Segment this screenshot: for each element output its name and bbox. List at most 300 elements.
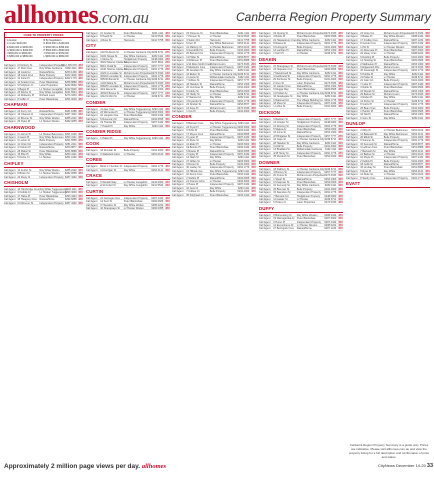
listing-row[interactable] [4,120,83,123]
suburb-heading: COREE [86,157,170,164]
listing-agent: Ray White [383,149,396,153]
listing-bedrooms: 3BR [78,94,83,98]
listing-bedrooms: 3BR [338,220,343,224]
listing-agent: Luton Properties [296,201,316,205]
listing-bedrooms: 4BR [165,114,170,118]
listing-agent: Belle Property [209,190,226,194]
listing-bedrooms: 4BR [251,132,256,136]
listing-price: Call Agent [4,194,16,198]
listing-agent: Peter Blackshaw [209,129,229,133]
listing-agent: Peter Blackshaw [39,97,59,101]
listing-address: 26 Brennan St [273,187,290,191]
listing-agent: Peter Blackshaw [123,200,143,204]
listing-price: Call Agent [346,96,358,100]
listing-phone: 6293 3000 [237,159,250,163]
listing-agent: Ray White [383,72,396,76]
listing-price: Call Agent [346,69,358,73]
price-code-item: F $300,000 to $399,000 [43,45,69,49]
listing-bedrooms: 4BR [251,122,256,126]
listing-agent: Peter Blackshaw [39,194,59,198]
listing-address: 9 Tharwa Cct [186,96,202,100]
listing-address: 19 Nyrang St [273,32,288,35]
listing-price: Call Agent [346,42,358,46]
listing-bedrooms: 2BR [165,95,170,99]
listing-agent: Ray White Canberra [296,38,320,42]
listing-price: Call Agent [259,151,271,155]
listing-price: Call Agent [346,76,358,80]
listing-phone: 6293 4444 [237,129,250,133]
suburb-heading: DOWNER [259,160,343,167]
listing-address: 505/30 Bunda St [100,78,119,82]
listing-address: 7 Beckwith St [360,149,376,153]
listing-price: Call Agent [172,186,184,190]
listing-address: 18 Cobb St [360,163,373,167]
listing-phone: 6288 6222 [411,45,424,49]
allhomes-logo[interactable] [4,2,149,31]
listing-phone: 6273 3333 [324,64,337,68]
listing-phone: 6253 1300 [324,131,337,135]
listing-row[interactable] [259,155,343,158]
listing-price: Call Agent [259,105,271,109]
listing-bedrooms: 4BR [425,82,430,86]
listing-price: Call Agent [172,122,184,126]
listing-phone: 6285 2222 [64,168,77,172]
listing-row[interactable] [172,110,256,113]
listing-bedrooms: 5BR [338,68,343,72]
listing-bedrooms: 4BR [78,70,83,74]
listing-row[interactable] [86,153,170,156]
listing-row[interactable] [259,52,343,55]
listing-agent: Ray White Woden [39,116,60,120]
price-code-item: E $200,000 to $299,000 [7,45,33,49]
listing-price: Call Agent [259,227,271,231]
listing-address: 8 Sandy Cres [360,176,376,180]
listing-bedrooms: 2BR [165,51,170,55]
listing-bedrooms: 3BR [425,86,430,90]
listing-agent: Raine&Horne [39,110,55,114]
listing-address: 16 Woods St [360,89,375,93]
listing-phone: 6293 4444 [151,114,164,118]
listing-address: 2 Grey St [273,81,284,85]
listing-phone: 6262 1776 [411,69,424,73]
listing-price: Call Agent [346,99,358,103]
listing-row[interactable] [4,202,83,205]
listing-bedrooms: 3BR [78,156,83,160]
listing-price: Call Agent [172,42,184,46]
listing-row[interactable] [346,117,430,120]
listing-price: Call Agent [4,175,16,179]
listing-price: Call Agent [259,121,271,125]
suburb-section [4,125,83,160]
listing-phone: 6248 0900 [324,121,337,125]
listing-phone: 6282 0055 [151,206,164,210]
listing-phone: 6251 0100 [64,156,77,160]
listing-price: Call Agent [86,114,98,118]
listing-address: 4 Lister Cres [100,107,115,111]
listing-bedrooms: 5BR [338,98,343,102]
listing-address: 16 Chauvel Cl [17,113,34,117]
listing-address: 6 Kuringa Dr [273,45,288,49]
listing-bedrooms: 3BR [251,163,256,167]
listing-row[interactable] [259,105,343,108]
listing-agent: LJ Hooker [383,76,396,80]
listing-price: Call Agent [86,121,98,125]
listing-price: Call Agent [259,91,271,95]
listing-bedrooms: 4BR [78,187,83,191]
listing-address: 3 Luffman Cres [360,146,378,150]
listing-agent: Belle Property [383,159,400,163]
suburb-section [4,180,83,205]
listing-address: 3 Dryandra St [186,99,202,103]
listing-phone: 6287 4432 [64,175,77,179]
listing-row[interactable] [86,207,170,210]
listing-address: 43 Hawdon St [186,82,202,86]
listing-bedrooms: 4BR [338,88,343,92]
listing-bedrooms: 4BR [338,148,343,152]
listing-address: 4 Kilby Pl [360,129,371,133]
listing-agent: Belle Property [209,86,226,90]
listing-phone: 6262 1776 [411,139,424,143]
listing-address: 8 Goode Cres [360,42,376,46]
listing-bedrooms: 4BR [165,149,170,153]
listing-phone: 6241 1111 [151,32,164,35]
listing-bedrooms: 4BR [425,159,430,163]
listing-address: 10 Kemp Cres [186,173,203,177]
listing-phone: 6102 4000 [324,45,337,49]
column-3 [172,32,256,197]
listing-bedrooms: 2BR [165,184,170,188]
listing-address: 12 Mahony Ct [186,45,202,49]
listing-phone: 6253 1300 [411,89,424,93]
listing-bedrooms: 4BR [251,193,256,197]
listing-phone: 6254 0000 [324,181,337,185]
listing-price: Call Agent [4,94,16,98]
listing-row[interactable] [86,184,170,187]
listing-bedrooms: 4BR [425,106,430,110]
listing-price: Call Agent [172,55,184,59]
listing-address: 11 Hilder St [186,55,200,59]
listing-price: Call Agent [346,149,358,153]
listing-agent: Ray White [209,139,222,143]
listing-bedrooms: 3BR [251,103,256,107]
listing-row[interactable] [4,98,83,101]
listing-price: Call Agent [259,138,271,142]
listing-agent: Ray White Woden [123,203,144,207]
listing-address: 21 Barlow St [360,152,375,156]
listing-agent: Independent Property [123,91,148,95]
listing-bedrooms: 3BR [338,191,343,195]
listing-phone: 6253 4141 [411,149,424,153]
listing-phone: 6288 9444 [324,213,337,217]
listing-price: Call Agent [259,131,271,135]
listing-address: 14 Wolseley Pl [17,94,34,98]
listing-address: 1 Loftus St [273,105,286,109]
listing-address: 8 Dawes St [273,42,287,46]
listing-agent: Harcourts [209,38,221,42]
listing-agent: Ray White Belconnen [39,136,64,140]
page-number: 33 [426,463,434,469]
listing-phone: 6102 4000 [411,79,424,83]
listing-agent: Raine&Horne [296,131,312,135]
listing-row[interactable] [86,95,170,98]
listing-address: 28 Hawdon St [273,141,289,145]
listing-address: 9 Luxton Cl [17,139,31,143]
listing-phone: 6287 4432 [324,220,337,224]
listing-row[interactable] [172,194,256,197]
listing-address: 19 Warragamba Av [273,217,295,221]
listing-row[interactable] [346,177,430,180]
listing-address: 2 Kellick Pl [360,159,373,163]
listing-agent: Luton Properties [39,84,58,88]
listing-bedrooms: 3BR [251,135,256,139]
listing-phone: 6232 9900 [64,84,77,88]
listing-bedrooms: 3BR [165,200,170,204]
listing-phone: 6282 4111 [324,184,337,188]
listing-agent: Belle Property [296,144,313,148]
listing-phone: 6293 4444 [237,146,250,150]
listing-phone: 6249 6711 [237,93,250,97]
listing-price: Call Agent [259,45,271,49]
listing-phone: 6249 6711 [324,167,337,171]
listing-address: 22 Sinclair St [186,103,201,107]
listing-bedrooms: 3BR [425,103,430,107]
listing-bedrooms: 3BR [338,35,343,39]
listing-agent: Independent Property [296,102,321,106]
listing-phone: 6282 6666 [324,88,337,92]
listing-bedrooms: 3BR [251,176,256,180]
listing-price: Call Agent [172,135,184,139]
listing-phone: 6162 1111 [324,148,337,152]
listing-price: Call Agent [4,191,16,195]
listing-agent: Peter Blackshaw [383,48,403,52]
listing-phone: 6253 1300 [411,62,424,66]
listing-bedrooms: 4BR [251,186,256,190]
suburb-heading: EVATT [346,181,430,188]
listing-bedrooms: 1BR [165,71,170,75]
price-code-item: A Auction [7,39,17,42]
listing-bedrooms: 3BR [338,71,343,75]
listing-phone: 6282 0055 [64,120,77,124]
listing-price: Call Agent [4,77,16,81]
listing-agent: LJ Hooker [123,95,136,99]
listing-row[interactable] [259,227,343,230]
listing-address: 18 Moss St [273,102,286,106]
listing-address: 7 Macdonnell St [273,71,292,75]
suburb-section [346,121,430,180]
listing-phone: 6287 4432 [324,102,337,106]
listing-phone: 6241 5544 [237,35,250,39]
listing-agent: Independent Property [209,65,234,69]
listing-row[interactable] [86,39,170,42]
listing-address: 9 Dexter St [186,163,199,167]
listing-agent: Ray White Canberra [296,71,320,75]
listing-phone: 6102 4000 [237,163,250,167]
listing-row[interactable] [86,137,170,140]
listing-price: Call Agent [4,152,16,156]
listing-agent: Independent Property [123,196,148,200]
listing-agent: LJ Hooker Gungahlin [39,87,64,91]
listing-price: Call Agent [259,144,271,148]
listing-address: 33 Heagney Cres [17,198,37,202]
listing-row[interactable] [86,169,170,172]
listing-phone: 6273 3333 [411,93,424,97]
listing-agent: Peter Blackshaw [383,146,403,150]
price-code-legend [4,32,83,61]
listing-address: 23 Hopetoun Cct [273,68,293,72]
listing-address: 21 Francis Gdns [186,180,205,184]
listing-bedrooms: 4BR [251,32,256,35]
listing-phone: 6282 6666 [324,35,337,39]
listing-phone: 6287 3000 [411,48,424,52]
listing-bedrooms: 4BR [78,63,83,67]
listing-agent: Raine&Horne [383,142,399,146]
listing-phone: 6288 6222 [324,223,337,227]
listing-address: 14 Nash St [186,156,199,160]
listing-address: 41 Bremer St [17,116,33,120]
listing-agent: Ray White [209,96,222,100]
suburb-section [172,114,256,169]
listing-agent: Raine&Horne [209,132,225,136]
listing-bedrooms: 4BR [251,89,256,93]
listing-phone: 6293 1111 [151,136,164,140]
listing-phone: 6273 3333 [237,106,250,110]
listing-phone: 6257 7777 [151,91,164,95]
listing-agent: Peter Blackshaw [296,155,316,159]
listing-address: 8 Curtis Pl [360,103,372,107]
listing-phone: 6287 4432 [237,135,250,139]
listing-address: 23 Roche Cl [17,90,32,94]
listing-agent: Independent Property [209,52,234,56]
listing-phone: 6262 1776 [151,85,164,89]
listing-price: Call Agent [259,127,271,131]
listing-price: Call Agent [172,109,184,113]
listing-price: Call Agent [346,32,358,35]
listing-address: 14 Hosking St [360,59,376,63]
listing-address: 20 Cumbrae St [186,86,204,90]
listing-price: Call Agent [259,95,271,99]
listing-phone: 6273 3333 [324,201,337,205]
listing-price: Call Agent [4,97,16,101]
listing-phone: 6253 1300 [324,85,337,89]
listing-agent: Independent Property [123,121,148,125]
price-code-item: I $600,000 to $699,000 [7,52,32,56]
listing-row[interactable] [259,201,343,204]
listing-address: 4/18 Henty St [273,151,289,155]
listing-bedrooms: 2BR [165,61,170,65]
listing-agent: Independent Property [296,151,321,155]
listing-bedrooms: 3BR [165,111,170,115]
listing-address: 610/1 Mouat St [100,54,118,58]
listing-address: 9 Badham St [273,117,288,121]
listing-phone: 6282 4111 [324,38,337,42]
listing-bedrooms: 4BR [78,146,83,150]
listing-address: 4 Bonney St [273,170,287,174]
listing-address: 29 Barlow St [360,93,375,97]
listing-bedrooms: 3BR [425,152,430,156]
listing-agent: Independent Property [123,85,148,89]
listing-price: Call Agent [172,176,184,180]
listing-bedrooms: 5BR [78,84,83,88]
listing-phone: 6285 2222 [64,116,77,120]
listing-address: 2/3 Brigalow St [273,134,291,138]
listing-agent: Ray White [383,116,396,120]
listing-price: Call Agent [86,184,98,188]
listing-agent: Ray White Tuggeranong [209,122,237,126]
listing-address: 1 Hamlin Pl [360,109,374,113]
listing-agent: LJ Hooker [296,198,309,202]
listing-bedrooms: 3BR [165,168,170,172]
listing-price: Call Agent [259,74,271,78]
listing-address: 23 Perry Cct [17,110,32,114]
listing-bedrooms: 3BR [78,73,83,77]
listing-agent: LJ Hooker [209,93,222,97]
listing-price: Call Agent [172,76,184,80]
listing-bedrooms: 4BR [425,142,430,146]
listing-phone: 6253 4141 [64,152,77,156]
listing-bedrooms: 3BR [425,96,430,100]
listing-price: Call Agent [86,78,98,82]
listing-phone: 6253 8877 [411,142,424,146]
listing-row[interactable] [4,156,83,159]
listing-phone: 6241 7755 [237,38,250,42]
listing-price: Call Agent [259,194,271,198]
listing-phone: 6294 6655 [237,149,250,153]
listing-address: 5 Mugga Way [273,88,289,92]
listing-agent: Ray White Gungahlin [123,184,148,188]
listing-agent: Independent Property [39,113,64,117]
listing-phone: 6262 1776 [151,68,164,72]
listing-phone: 6249 6711 [151,78,164,82]
suburb-section [259,57,343,109]
listing-phone: 6249 6711 [324,198,337,202]
suburb-heading: CITY [86,43,170,50]
suburb-heading: CONDER [172,114,256,121]
listing-agent: Ray White Canberra [39,67,63,71]
listing-bedrooms: 3BR [338,52,343,56]
suburb-section [172,170,256,197]
listing-agent: Peter Blackshaw [296,35,316,39]
listing-phone: 6249 6711 [324,91,337,95]
listing-address: 19 Tharwa Rd [100,121,116,125]
listing-price: Call Agent [259,198,271,202]
listing-address: 20 Frome St [273,174,288,178]
listing-agent: Ray White Tuggeranong [123,136,151,140]
listing-price: Call Agent [259,71,271,75]
listing-phone: 6282 6666 [411,59,424,63]
listing-address: 4 Hoare Pl [186,183,199,187]
listing-bedrooms: 3BR [251,42,256,46]
listing-bedrooms: 3BR [338,155,343,159]
listing-row[interactable] [86,125,170,128]
listing-address: 303/18 Lonsdale St [100,74,122,78]
listing-price: Call Agent [172,89,184,93]
listing-price: Call Agent [172,190,184,194]
listing-address: 11/20 Allara St [100,81,117,85]
listing-price: Call Agent [346,142,358,146]
listing-row[interactable] [4,176,83,179]
listing-price: Call Agent [86,74,98,78]
listing-address: 25 Bean Cres [360,106,376,110]
listing-bedrooms: 1BR [165,81,170,85]
suburb-section [4,64,83,101]
listing-agent: Ray White [383,169,396,173]
listing-agent: Richard Luton [383,65,400,69]
listing-phone: 6293 3000 [237,125,250,129]
listing-agent: Peter Blackshaw [123,32,143,35]
suburb-section [259,110,343,159]
listing-bedrooms: 5BR [338,85,343,89]
listing-price: Call Agent [172,152,184,156]
